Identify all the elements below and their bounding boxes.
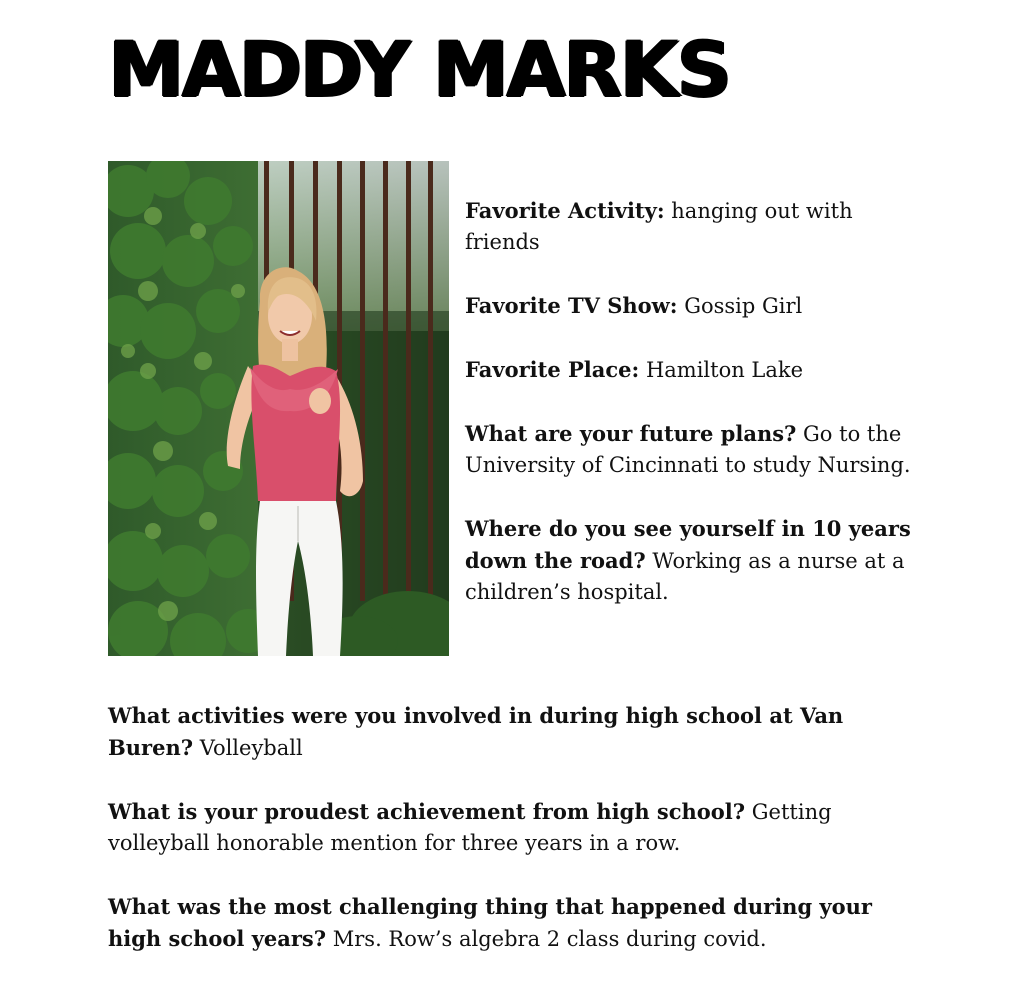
portrait-photo bbox=[108, 161, 449, 656]
answer-text: Mrs. Row’s algebra 2 class during covid. bbox=[332, 927, 767, 951]
question-label: Favorite TV Show: bbox=[465, 293, 678, 318]
qa-activities bbox=[108, 700, 928, 764]
qa-future-plans bbox=[465, 418, 925, 481]
qa-proudest-achievement bbox=[108, 796, 928, 859]
answer-text: Go to the University of Cincinnati to study Nursing. bbox=[465, 422, 911, 477]
side-qa-list bbox=[465, 195, 925, 640]
page-title: MADDY MARKS bbox=[108, 25, 730, 114]
answer-text: Working as a nurse at a children’s hospital. bbox=[465, 549, 905, 604]
question-label: What activities were you involved in during high school at Van Buren? bbox=[108, 703, 844, 760]
question-label: Favorite Activity: bbox=[465, 198, 665, 223]
question-label: What is your proudest achievement from high school? bbox=[108, 799, 746, 824]
question-label: What are your future plans? bbox=[465, 421, 797, 446]
answer-text: hanging out with friends bbox=[465, 199, 853, 254]
qa-favorite-activity bbox=[465, 195, 925, 258]
question-label: What was the most challenging thing that happened during your high school years? bbox=[108, 894, 872, 951]
portrait-illustration bbox=[108, 161, 449, 656]
answer-text: Gossip Girl bbox=[684, 294, 803, 318]
question-label: Favorite Place: bbox=[465, 357, 640, 382]
question-label: Where do you see yourself in 10 years down the road? bbox=[465, 516, 911, 573]
answer-text: Hamilton Lake bbox=[645, 358, 804, 382]
qa-favorite-place bbox=[465, 354, 925, 386]
bottom-qa-list bbox=[108, 700, 928, 987]
answer-text: Volleyball bbox=[199, 736, 303, 760]
qa-ten-years bbox=[465, 513, 925, 608]
qa-most-challenging bbox=[108, 891, 928, 955]
answer-text: Getting volleyball honorable mention for three years in a row. bbox=[108, 800, 832, 855]
qa-favorite-tv-show bbox=[465, 290, 925, 322]
